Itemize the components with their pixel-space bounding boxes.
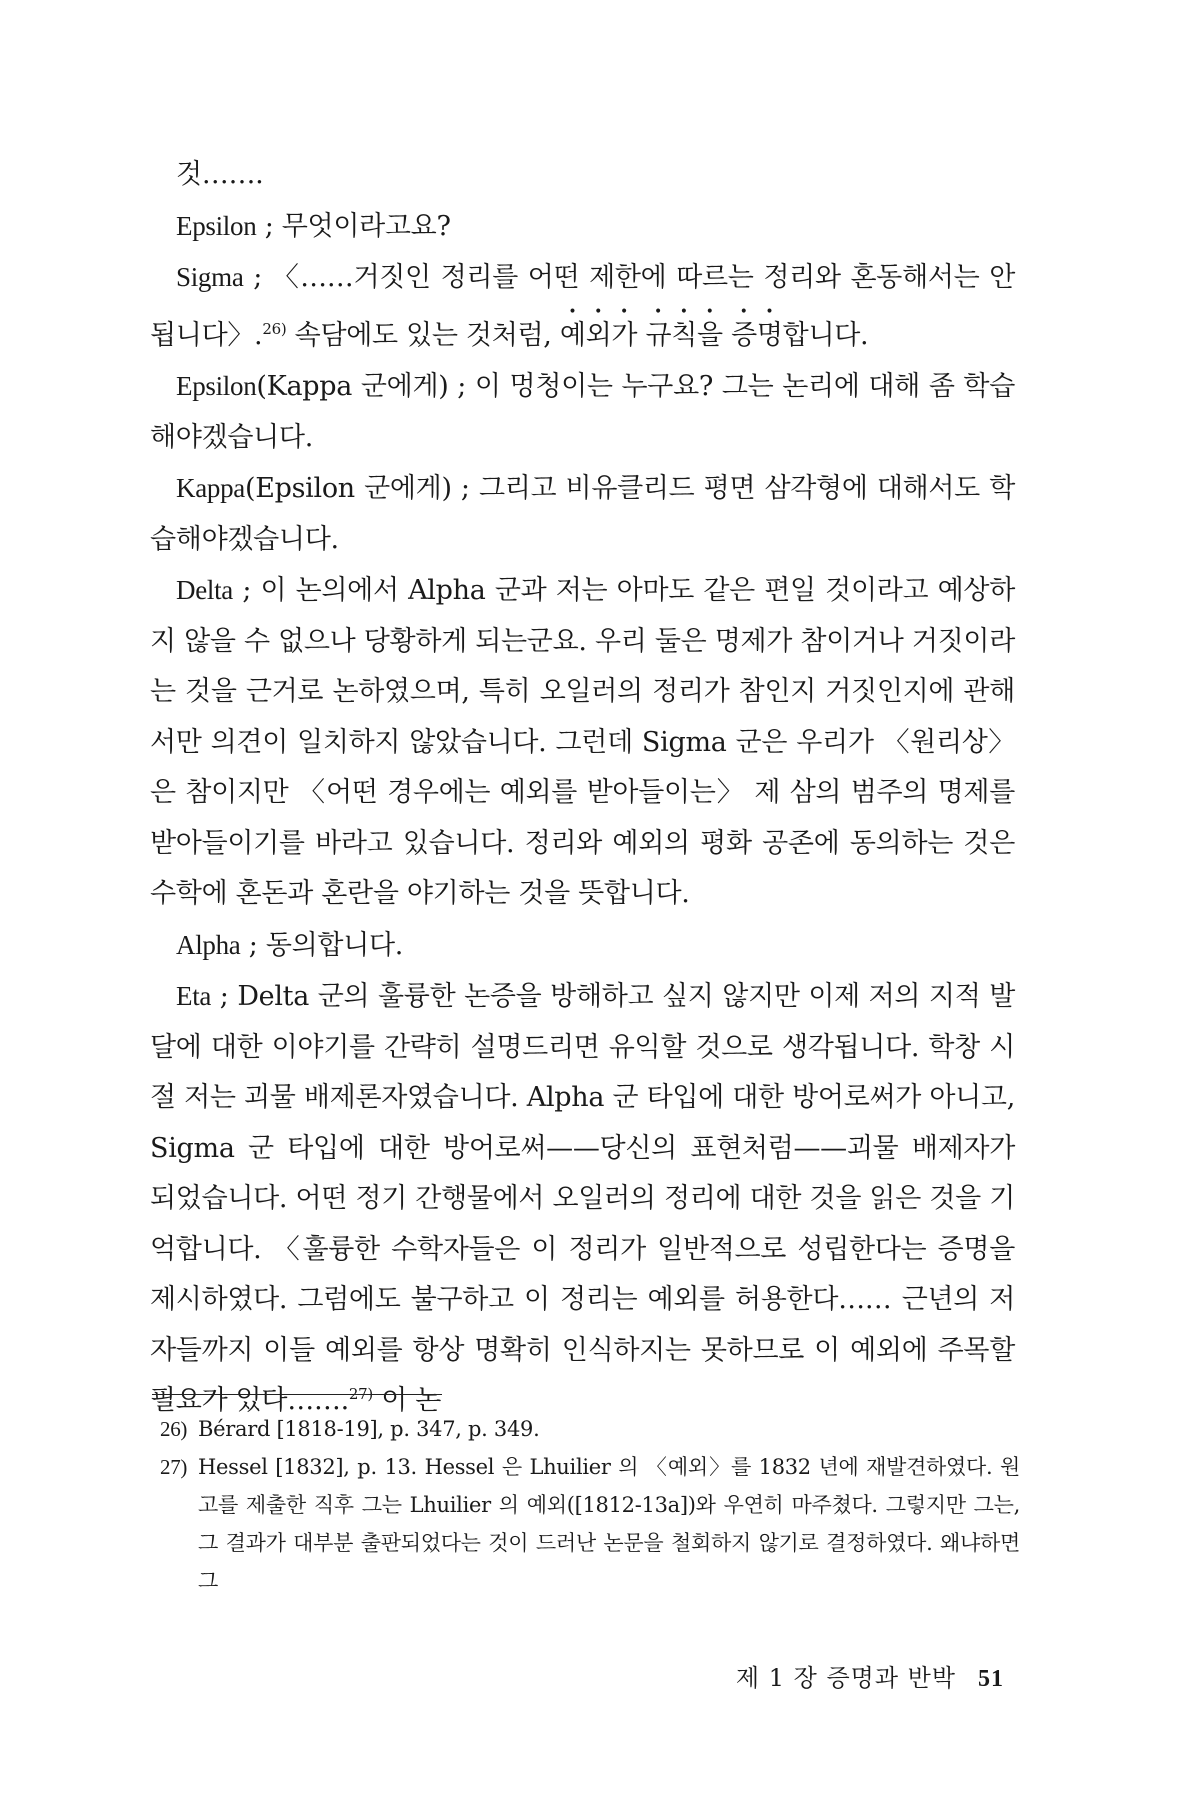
paragraph-alpha xyxy=(150,920,1015,972)
dialogue-text: (Epsilon 군에게) ; 그리고 비유클리드 평면 삼각형에 대해서도 학습해야겠습니다. xyxy=(150,473,1015,555)
paragraph-kappa xyxy=(150,463,1015,565)
emphasized-text: 예외가 규칙을 증명 xyxy=(559,319,783,351)
main-text xyxy=(150,150,1015,1427)
page-number: 51 xyxy=(978,1666,1004,1692)
speaker-sigma: Sigma xyxy=(176,262,244,292)
footnote-ref-27: 27) xyxy=(348,1385,373,1403)
speaker-kappa: Kappa xyxy=(176,473,245,503)
dialogue-text: ; 무엇이라고요? xyxy=(256,210,451,242)
dialogue-text: ; 이 논의에서 Alpha 군과 저는 아마도 같은 편일 것이라고 예상하지 않을 수 없으나 당황하게 되는군요. 우리 둘은 명제가 참이거나 거짓이라는 것을 근거로 논하였으며, 특히 오일러의 정리가 참인지 거짓인지에 관해서만 의견이 일치하지 않았습니다. 그런데 Sigma 군은 우리가 〈원리상〉은 참이지만 〈어떤 경우에는 예외를 받아들이는〉 제 삼의 범주의 명제를 받아들이기를 바라고 있습니다. 정리와 예외의 평화 공존에 동의하는 것은 수학에 혼돈과 혼란을 야기하는 것을 뜻합니다. xyxy=(150,575,1015,909)
paragraph-sigma xyxy=(150,252,1015,361)
dialogue-text: 속담에도 있는 것처럼, xyxy=(286,319,560,351)
footnote-text: Bérard [1818-19], p. 347, p. 349. xyxy=(198,1417,540,1441)
running-footer xyxy=(736,1658,1004,1693)
speaker-epsilon: Epsilon xyxy=(176,210,257,241)
paragraph-delta xyxy=(150,565,1015,920)
chapter-title: 제 1 장 증명과 반박 xyxy=(735,1664,956,1692)
speaker-epsilon: Epsilon xyxy=(176,371,257,401)
footnote-number: 27) xyxy=(160,1455,188,1479)
paragraph-0 xyxy=(150,150,1015,201)
speaker-delta: Delta xyxy=(176,575,233,605)
dialogue-text: ; 〈……거짓인 정리를 어떤 제한에 따르는 정리와 혼동해서는 안 됩니다〉. xyxy=(150,262,1015,351)
paragraph-epsilon-2 xyxy=(150,361,1015,463)
dialogue-text: (Kappa 군에게) ; 이 멍청이는 누구요? 그는 논리에 대해 좀 학습해야겠습니다. xyxy=(150,371,1015,453)
footnote-26 xyxy=(160,1410,1020,1448)
continued-text: 것……. xyxy=(176,159,264,190)
footnotes xyxy=(160,1410,1020,1600)
footnote-text: Hessel [1832], p. 13. Hessel 은 Lhuilier 의 〈예외〉를 1832 년에 재발견하였다. 원고를 제출한 직후 그는 Lhuilier 의 예외([1812-13a])와 우연히 마주쳤다. 그렇지만 그는, 그 결과가 대부분 출판되었다는 것이 드러난 논문을 철회하지 않기로 결정하였다. 왜냐하면 그 xyxy=(198,1455,1020,1593)
footnote-27 xyxy=(160,1448,1020,1600)
footnote-number: 26) xyxy=(160,1417,188,1441)
dialogue-text: 이 논 xyxy=(372,1385,442,1416)
paragraph-epsilon-1 xyxy=(150,201,1015,253)
dialogue-text: ; 동의합니다. xyxy=(240,929,404,961)
paragraph-eta xyxy=(150,971,1015,1427)
footnote-divider xyxy=(152,1394,442,1395)
dialogue-text: ; Delta 군의 훌륭한 논증을 방해하고 싶지 않지만 이제 저의 지적 발달에 대한 이야기를 간략히 설명드리면 유익할 것으로 생각됩니다. 학창 시절 저는 괴물 배제론자였습니다. Alpha 군 타입에 대한 방어로써가 아니고, Sigma 군 타입에 대한 방어로써——당신의 표현처럼——괴물 배제자가 되었습니다. 어떤 정기 간행물에서 오일러의 정리에 대한 것을 읽은 것을 기억합니다. 〈훌륭한 수학자들은 이 정리가 일반적으로 성립한다는 증명을 제시하였다. 그럼에도 불구하고 이 정리는 예외를 허용한다…… 근년의 저자들까지 이들 예외를 항상 명확히 인식하지는 못하므로 이 예외에 주목할 필요가 있다……. xyxy=(150,981,1015,1416)
speaker-alpha: Alpha xyxy=(176,929,241,960)
footnote-ref-26: 26) xyxy=(262,319,287,338)
dialogue-text: 합니다. xyxy=(782,319,869,351)
speaker-eta: Eta xyxy=(176,981,212,1011)
